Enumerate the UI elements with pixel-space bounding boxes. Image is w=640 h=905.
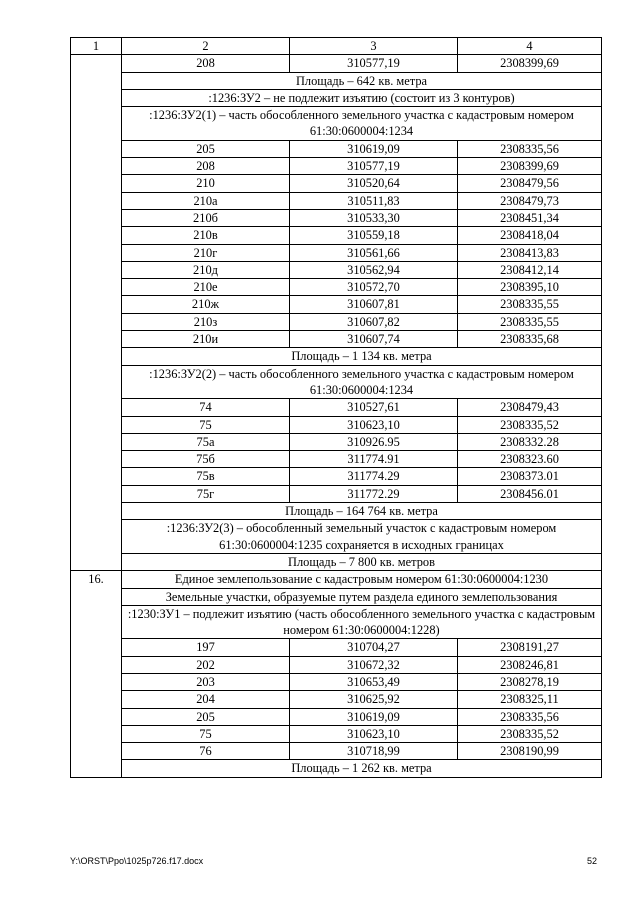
header-cell-1: 1 — [71, 38, 122, 55]
point-number-cell: 76 — [122, 743, 290, 760]
parcel-title-row — [71, 605, 602, 639]
point-number-cell: 210и — [122, 331, 290, 348]
coord-x-cell: 310607,81 — [290, 296, 458, 313]
coord-y-cell: 2308412,14 — [458, 261, 602, 278]
area-label: Площадь – 1 134 кв. метра — [122, 348, 602, 365]
footer-file-path: Y:\ORST\Ppo\1025p726.f17.docx — [70, 856, 204, 866]
parcel-part-title-row — [71, 365, 602, 399]
coord-y-cell: 2308335,55 — [458, 313, 602, 330]
table-row — [71, 158, 602, 175]
point-number-cell: 202 — [122, 656, 290, 673]
point-number-cell: 75в — [122, 468, 290, 485]
header-cell-4: 4 — [458, 38, 602, 55]
coord-x-cell: 310672,32 — [290, 656, 458, 673]
coord-x-cell: 310607,74 — [290, 331, 458, 348]
point-number-cell: 208 — [122, 55, 290, 72]
point-number-cell: 210з — [122, 313, 290, 330]
coord-x-cell: 310527,61 — [290, 399, 458, 416]
table-row — [71, 656, 602, 673]
table-row — [71, 468, 602, 485]
section-title: Единое землепользование с кадастровым номером 61:30:0600004:1230 — [122, 571, 602, 588]
coord-y-cell: 2308335,68 — [458, 331, 602, 348]
table-row — [71, 227, 602, 244]
coord-x-cell: 310562,94 — [290, 261, 458, 278]
table-row — [71, 331, 602, 348]
point-number-cell: 75 — [122, 725, 290, 742]
area-label: Площадь – 164 764 кв. метра — [122, 503, 602, 520]
table-row — [71, 279, 602, 296]
area-label-row — [71, 348, 602, 365]
coord-x-cell: 310926.95 — [290, 433, 458, 450]
table-row — [71, 244, 602, 261]
table-row — [71, 192, 602, 209]
table-body — [71, 38, 602, 778]
table-row — [71, 743, 602, 760]
coord-x-cell: 310619,09 — [290, 708, 458, 725]
point-number-cell: 197 — [122, 639, 290, 656]
coord-y-cell: 2308323.60 — [458, 451, 602, 468]
point-number-cell: 210г — [122, 244, 290, 261]
table-row — [71, 485, 602, 502]
parcel-title: :1236:ЗУ2 – не подлежит изъятию (состоит из 3 контуров) — [122, 89, 602, 106]
section-number-cell — [71, 55, 122, 571]
coord-x-cell: 310533,30 — [290, 209, 458, 226]
coord-x-cell: 310619,09 — [290, 140, 458, 157]
coord-y-cell: 2308456.01 — [458, 485, 602, 502]
area-label-row — [71, 72, 602, 89]
coord-y-cell: 2308335,52 — [458, 416, 602, 433]
table-row — [71, 261, 602, 278]
table-row — [71, 708, 602, 725]
coord-x-cell: 310625,92 — [290, 691, 458, 708]
point-number-cell: 204 — [122, 691, 290, 708]
coord-x-cell: 310572,70 — [290, 279, 458, 296]
coordinates-table — [70, 37, 602, 778]
coord-x-cell: 310704,27 — [290, 639, 458, 656]
coord-y-cell: 2308418,04 — [458, 227, 602, 244]
coord-x-cell: 310559,18 — [290, 227, 458, 244]
coord-x-cell: 310623,10 — [290, 416, 458, 433]
table-row — [71, 691, 602, 708]
area-label: Площадь – 1 262 кв. метра — [122, 760, 602, 777]
coord-y-cell: 2308399,69 — [458, 55, 602, 72]
point-number-cell: 75г — [122, 485, 290, 502]
point-number-cell: 75а — [122, 433, 290, 450]
table-row — [71, 416, 602, 433]
area-label: Площадь – 7 800 кв. метров — [122, 553, 602, 570]
point-number-cell: 75 — [122, 416, 290, 433]
table-row — [71, 175, 602, 192]
area-label-row — [71, 553, 602, 570]
parcel-part-title: :1236:ЗУ2(2) – часть обособленного земельного участка с кадастровым номером 61:30:0600004:1234 — [122, 365, 602, 399]
table-row — [71, 296, 602, 313]
coord-x-cell: 310561,66 — [290, 244, 458, 261]
coord-x-cell: 310520,64 — [290, 175, 458, 192]
coord-y-cell: 2308335,52 — [458, 725, 602, 742]
footer-page-number: 52 — [586, 856, 597, 866]
header-cell-2: 2 — [122, 38, 290, 55]
coord-x-cell: 310653,49 — [290, 673, 458, 690]
area-label-row — [71, 503, 602, 520]
coord-y-cell: 2308335,56 — [458, 140, 602, 157]
area-label: Площадь – 642 кв. метра — [122, 72, 602, 89]
section-subtitle-row — [71, 588, 602, 605]
table-row — [71, 673, 602, 690]
table-row — [71, 399, 602, 416]
coord-y-cell: 2308246,81 — [458, 656, 602, 673]
coord-y-cell: 2308278,19 — [458, 673, 602, 690]
coord-x-cell: 310718,99 — [290, 743, 458, 760]
coord-y-cell: 2308479,56 — [458, 175, 602, 192]
parcel-title: :1230:ЗУ1 – подлежит изъятию (часть обособленного земельного участка с кадастровым номером 61:30:0600004:1228) — [122, 605, 602, 639]
table-row — [71, 433, 602, 450]
coord-y-cell: 2308332.28 — [458, 433, 602, 450]
point-number-cell: 210б — [122, 209, 290, 226]
coord-y-cell: 2308325,11 — [458, 691, 602, 708]
point-number-cell: 210ж — [122, 296, 290, 313]
coord-y-cell: 2308479,73 — [458, 192, 602, 209]
coord-y-cell: 2308373.01 — [458, 468, 602, 485]
point-number-cell: 210 — [122, 175, 290, 192]
area-label-row — [71, 760, 602, 777]
point-number-cell: 205 — [122, 140, 290, 157]
table-row — [71, 55, 602, 72]
table-row — [71, 725, 602, 742]
point-number-cell: 75б — [122, 451, 290, 468]
point-number-cell: 210а — [122, 192, 290, 209]
parcel-part-title: :1236:ЗУ2(1) – часть обособленного земельного участка с кадастровым номером 61:30:0600004:1234 — [122, 107, 602, 141]
point-number-cell: 205 — [122, 708, 290, 725]
coord-x-cell: 311774.29 — [290, 468, 458, 485]
parcel-part-title-row — [71, 520, 602, 554]
table-row — [71, 639, 602, 656]
table-row — [71, 451, 602, 468]
parcel-title-row — [71, 89, 602, 106]
point-number-cell: 210е — [122, 279, 290, 296]
coord-x-cell: 311772.29 — [290, 485, 458, 502]
coord-x-cell: 310623,10 — [290, 725, 458, 742]
coord-x-cell: 310577,19 — [290, 55, 458, 72]
coord-y-cell: 2308399,69 — [458, 158, 602, 175]
table-row — [71, 209, 602, 226]
header-cell-3: 3 — [290, 38, 458, 55]
coord-y-cell: 2308395,10 — [458, 279, 602, 296]
coord-y-cell: 2308479,43 — [458, 399, 602, 416]
table-row — [71, 313, 602, 330]
coord-x-cell: 310511,83 — [290, 192, 458, 209]
point-number-cell: 210д — [122, 261, 290, 278]
section-number-cell: 16. — [71, 571, 122, 778]
section-title-row — [71, 571, 602, 588]
coord-y-cell: 2308335,56 — [458, 708, 602, 725]
coord-y-cell: 2308191,27 — [458, 639, 602, 656]
section-subtitle: Земельные участки, образуемые путем раздела единого землепользования — [122, 588, 602, 605]
coord-x-cell: 310577,19 — [290, 158, 458, 175]
point-number-cell: 74 — [122, 399, 290, 416]
coord-x-cell: 311774.91 — [290, 451, 458, 468]
parcel-part-title: :1236:ЗУ2(3) – обособленный земельный участок с кадастровым номером 61:30:0600004:1235 сохраняется в исходных границах — [122, 520, 602, 554]
coord-x-cell: 310607,82 — [290, 313, 458, 330]
table-header-row — [71, 38, 602, 55]
coord-y-cell: 2308451,34 — [458, 209, 602, 226]
page-footer — [70, 856, 597, 866]
coord-y-cell: 2308190,99 — [458, 743, 602, 760]
parcel-part-title-row — [71, 107, 602, 141]
coord-y-cell: 2308335,55 — [458, 296, 602, 313]
coord-y-cell: 2308413,83 — [458, 244, 602, 261]
table-row — [71, 140, 602, 157]
point-number-cell: 203 — [122, 673, 290, 690]
point-number-cell: 208 — [122, 158, 290, 175]
point-number-cell: 210в — [122, 227, 290, 244]
